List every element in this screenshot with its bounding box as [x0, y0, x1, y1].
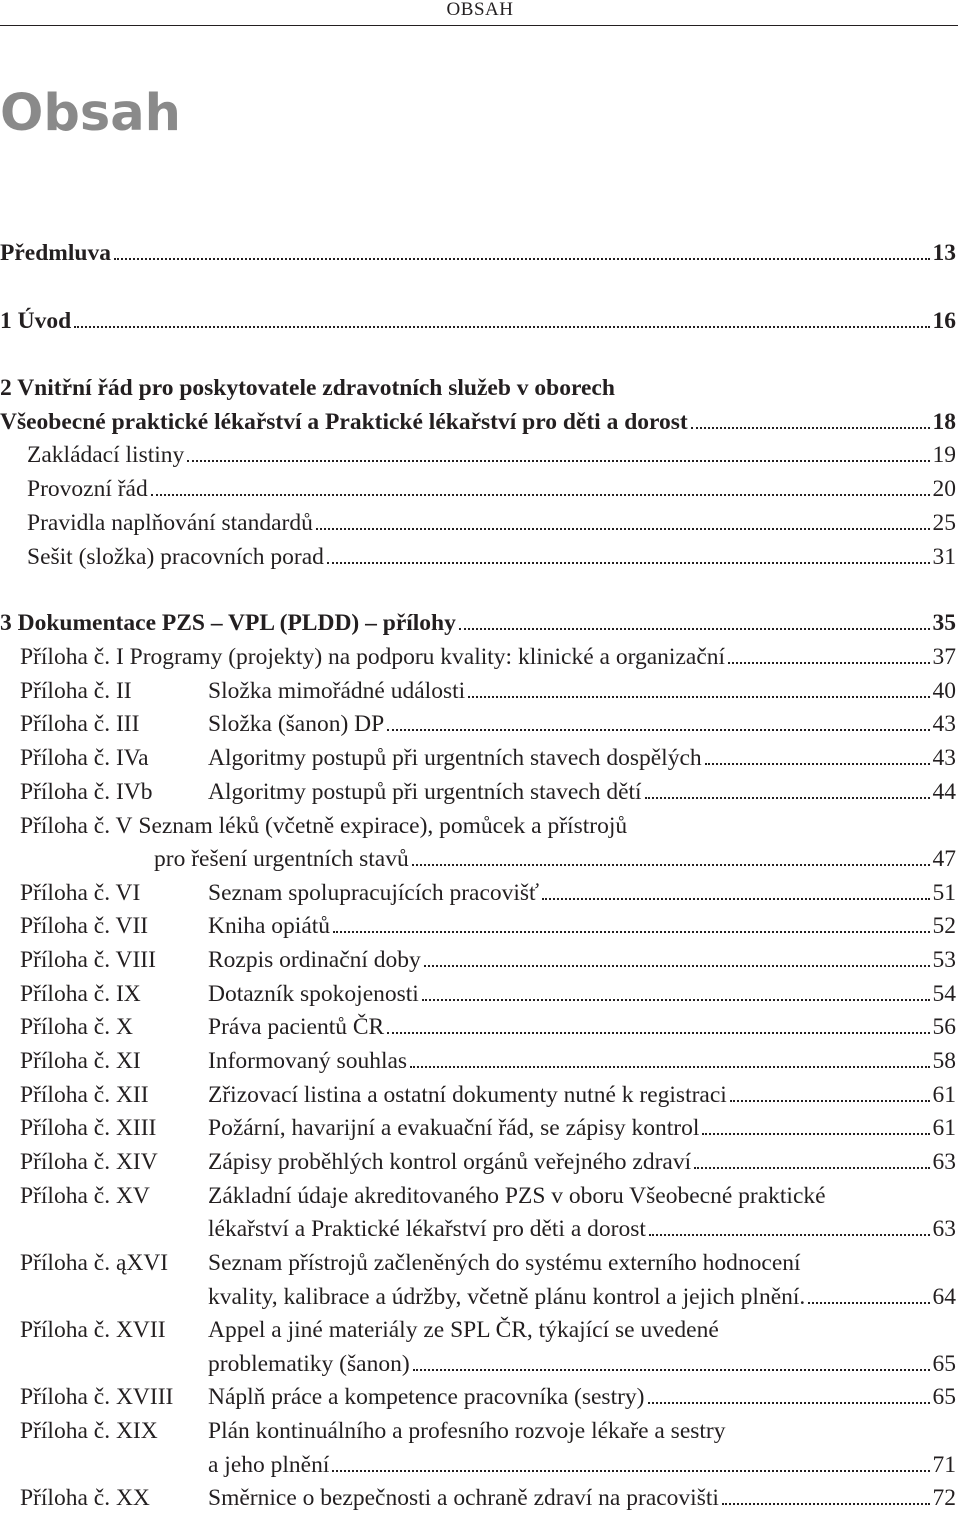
- dot-leader: [410, 1066, 929, 1068]
- page-number: 18: [932, 409, 956, 435]
- entry-title: Složka mimořádné události: [208, 678, 466, 704]
- dot-leader: [333, 931, 929, 933]
- page-number: 65: [932, 1384, 956, 1410]
- entry-title-continued: a jeho plnění: [208, 1452, 330, 1478]
- entry-title: Rozpis ordinační doby: [208, 947, 421, 973]
- page-number: 51: [932, 880, 956, 906]
- entry-title: Zápisy proběhlých kontrol orgánů veřejného zdraví: [208, 1149, 692, 1175]
- entry-title: Informovaný souhlas: [208, 1048, 408, 1074]
- toc-entry: [208, 1281, 956, 1314]
- page-number: 37: [932, 644, 956, 670]
- entry-title: Seznam přístrojů začleněných do systému externího hodnocení: [208, 1250, 801, 1276]
- toc-entry: [20, 1381, 956, 1414]
- appendix-number: Příloha č. VIII: [20, 947, 156, 973]
- page-number: 72: [932, 1485, 956, 1511]
- toc-entry: [20, 1045, 956, 1078]
- appendix-number: Příloha č. XIX: [20, 1418, 158, 1444]
- appendix-number: Příloha č. IVb: [20, 779, 153, 805]
- dot-leader: [412, 864, 930, 866]
- page-number: 71: [932, 1452, 956, 1478]
- appendix-number: Příloha č. IVa: [20, 745, 149, 771]
- page-number: 56: [932, 1014, 956, 1040]
- toc-entry: [20, 1112, 956, 1145]
- entry-title: Práva pacientů ČR: [208, 1014, 385, 1040]
- page-number: 13: [932, 240, 956, 266]
- entry-title: Požární, havarijní a evakuační řád, se zápisy kontrol: [208, 1115, 700, 1141]
- entry-title: Dotazník spokojenosti: [208, 981, 419, 1007]
- dot-leader: [424, 965, 930, 967]
- entry-title: Náplň práce a kompetence pracovníka (sestry): [208, 1384, 645, 1410]
- toc-entry: [20, 877, 956, 910]
- appendix-number: Příloha č. VII: [20, 913, 149, 939]
- toc-entry: [208, 1213, 956, 1246]
- appendix-number: Příloha č. XVII: [20, 1317, 166, 1343]
- appendix-number: Příloha č. IX: [20, 981, 141, 1007]
- appendix-number: Příloha č. VI: [20, 880, 141, 906]
- dot-leader: [413, 1369, 930, 1371]
- entry-title: Plán kontinuálního a profesního rozvoje lékaře a sestry: [208, 1418, 726, 1444]
- entry-title: Appel a jiné materiály ze SPL ČR, týkající se uvedené: [208, 1317, 719, 1343]
- toc-entry: [20, 1247, 956, 1280]
- dot-leader: [691, 427, 930, 429]
- appendix-number: Příloha č. ąXVI: [20, 1250, 169, 1276]
- dot-leader: [387, 729, 929, 731]
- page-number: 58: [932, 1048, 956, 1074]
- toc-entry: [0, 237, 956, 270]
- toc-entry: [208, 1449, 956, 1482]
- appendix-number: Příloha č. XI: [20, 1048, 141, 1074]
- dot-leader: [459, 628, 930, 630]
- page-number: 63: [932, 1149, 956, 1175]
- entry-title: Algoritmy postupů při urgentních stavech dospělých: [208, 745, 702, 771]
- entry-title: Kniha opiátů: [208, 913, 331, 939]
- dot-leader: [187, 460, 929, 462]
- page-number: 65: [932, 1351, 956, 1377]
- entry-title: 1 Úvod: [0, 308, 72, 334]
- appendix-number: Příloha č. XX: [20, 1485, 150, 1511]
- toc-entry: [20, 675, 956, 708]
- toc-entry: [20, 910, 956, 943]
- appendix-number: Příloha č. XIII: [20, 1115, 157, 1141]
- dot-leader: [332, 1470, 929, 1472]
- toc-entry: [27, 541, 956, 574]
- toc-entry: [20, 1079, 956, 1112]
- appendix-number: Příloha č. I: [20, 644, 124, 670]
- appendix-number: Příloha č. II: [20, 678, 132, 704]
- dot-leader: [387, 1032, 929, 1034]
- dot-leader: [649, 1234, 930, 1236]
- page-number: 31: [932, 544, 956, 570]
- toc-entry: [0, 372, 956, 405]
- entry-title-continued: lékařství a Praktické lékařství pro děti a dorost: [208, 1216, 646, 1242]
- running-head: OBSAH: [446, 0, 514, 20]
- dot-leader: [702, 1133, 929, 1135]
- page-number: 54: [932, 981, 956, 1007]
- dot-leader: [327, 562, 930, 564]
- toc-entry: [0, 406, 956, 439]
- appendix-number: Příloha č. XII: [20, 1082, 149, 1108]
- dot-leader: [645, 797, 930, 799]
- toc-entry: [20, 1146, 956, 1179]
- entry-title-continued: problematiky (šanon): [208, 1351, 410, 1377]
- page-number: 43: [932, 745, 956, 771]
- dot-leader: [151, 494, 930, 496]
- page-number: 44: [932, 779, 956, 805]
- toc-entry: [20, 1482, 956, 1515]
- page-title: Obsah: [0, 84, 181, 143]
- dot-leader: [542, 898, 929, 900]
- page-number: 52: [932, 913, 956, 939]
- page-number: 53: [932, 947, 956, 973]
- dot-leader: [316, 528, 930, 530]
- entry-title: Zakládací listiny: [27, 442, 185, 468]
- dot-leader: [722, 1503, 930, 1505]
- toc-entry: [20, 1415, 956, 1448]
- page-number: 47: [932, 846, 956, 872]
- toc-entry: [20, 944, 956, 977]
- toc-entry: [0, 607, 956, 640]
- toc-entry: [20, 810, 956, 843]
- dot-leader: [730, 1100, 930, 1102]
- toc-entry: [20, 1314, 956, 1347]
- entry-title: Pravidla naplňování standardů: [27, 510, 313, 536]
- dot-leader: [648, 1402, 930, 1404]
- entry-title: 3 Dokumentace PZS – VPL (PLDD) – přílohy: [0, 610, 456, 636]
- entry-title: Zřizovací listina a ostatní dokumenty nutné k registraci: [208, 1082, 727, 1108]
- page-number: 43: [932, 711, 956, 737]
- dot-leader: [705, 763, 930, 765]
- dot-leader: [728, 662, 929, 664]
- entry-line: [20, 810, 627, 843]
- page-number: 20: [932, 476, 956, 502]
- toc-entry: [20, 742, 956, 775]
- appendix-number: Příloha č. X: [20, 1014, 133, 1040]
- toc-entry: [154, 843, 956, 876]
- entry-title: Sešit (složka) pracovních porad: [27, 544, 324, 570]
- entry-title: Seznam léků (včetně expirace), pomůcek a přístrojů: [138, 813, 628, 839]
- toc-entry: [208, 1348, 956, 1381]
- toc-entry: [20, 708, 956, 741]
- appendix-number: Příloha č. XVIII: [20, 1384, 174, 1410]
- toc-entry: [20, 1180, 956, 1213]
- page-number: 64: [932, 1284, 956, 1310]
- toc-entry: [27, 473, 956, 506]
- toc-entry: [20, 978, 956, 1011]
- page-number: 35: [932, 610, 956, 636]
- page-number: 61: [932, 1082, 956, 1108]
- page-number: 25: [932, 510, 956, 536]
- appendix-number: Příloha č. V: [20, 813, 133, 839]
- page-number: 40: [932, 678, 956, 704]
- toc-entry: [20, 641, 956, 674]
- toc-entry: [27, 507, 956, 540]
- entry-title: Seznam spolupracujících pracovišť: [208, 880, 540, 906]
- entry-title: Provozní řád: [27, 476, 148, 502]
- header-rule: [0, 25, 958, 26]
- dot-leader: [422, 999, 930, 1001]
- toc-entry: [20, 1011, 956, 1044]
- page-number: 61: [932, 1115, 956, 1141]
- dot-leader: [808, 1302, 929, 1304]
- entry-title-continued: kvality, kalibrace a údržby, včetně plánu kontrol a jejich plnění.: [208, 1284, 806, 1310]
- dot-leader: [694, 1167, 929, 1169]
- dot-leader: [468, 696, 929, 698]
- entry-title: Programy (projekty) na podporu kvality: klinické a organizační: [129, 644, 726, 670]
- entry-title: Všeobecné praktické lékařství a Praktické lékařství pro děti a dorost: [0, 409, 688, 435]
- appendix-number: Příloha č. XV: [20, 1183, 150, 1209]
- entry-title: 2 Vnitřní řád pro poskytovatele zdravotních služeb v oborech: [0, 375, 615, 401]
- toc-entry: [27, 439, 956, 472]
- toc-entry: [0, 305, 956, 338]
- entry-title: Základní údaje akreditovaného PZS v oboru Všeobecné praktické: [208, 1183, 826, 1209]
- entry-title-continued: pro řešení urgentních stavů: [154, 846, 409, 872]
- entry-title: Směrnice o bezpečnosti a ochraně zdraví na pracovišti: [208, 1485, 719, 1511]
- entry-title: Složka (šanon) DP: [208, 711, 385, 737]
- entry-title: Algoritmy postupů při urgentních stavech dětí: [208, 779, 642, 805]
- appendix-number: Příloha č. III: [20, 711, 140, 737]
- page-number: 16: [932, 308, 956, 334]
- dot-leader: [114, 258, 930, 260]
- dot-leader: [74, 326, 929, 328]
- page-number: 63: [932, 1216, 956, 1242]
- toc-entry: [20, 776, 956, 809]
- page-number: 19: [932, 442, 956, 468]
- appendix-number: Příloha č. XIV: [20, 1149, 158, 1175]
- entry-title: Předmluva: [0, 240, 111, 266]
